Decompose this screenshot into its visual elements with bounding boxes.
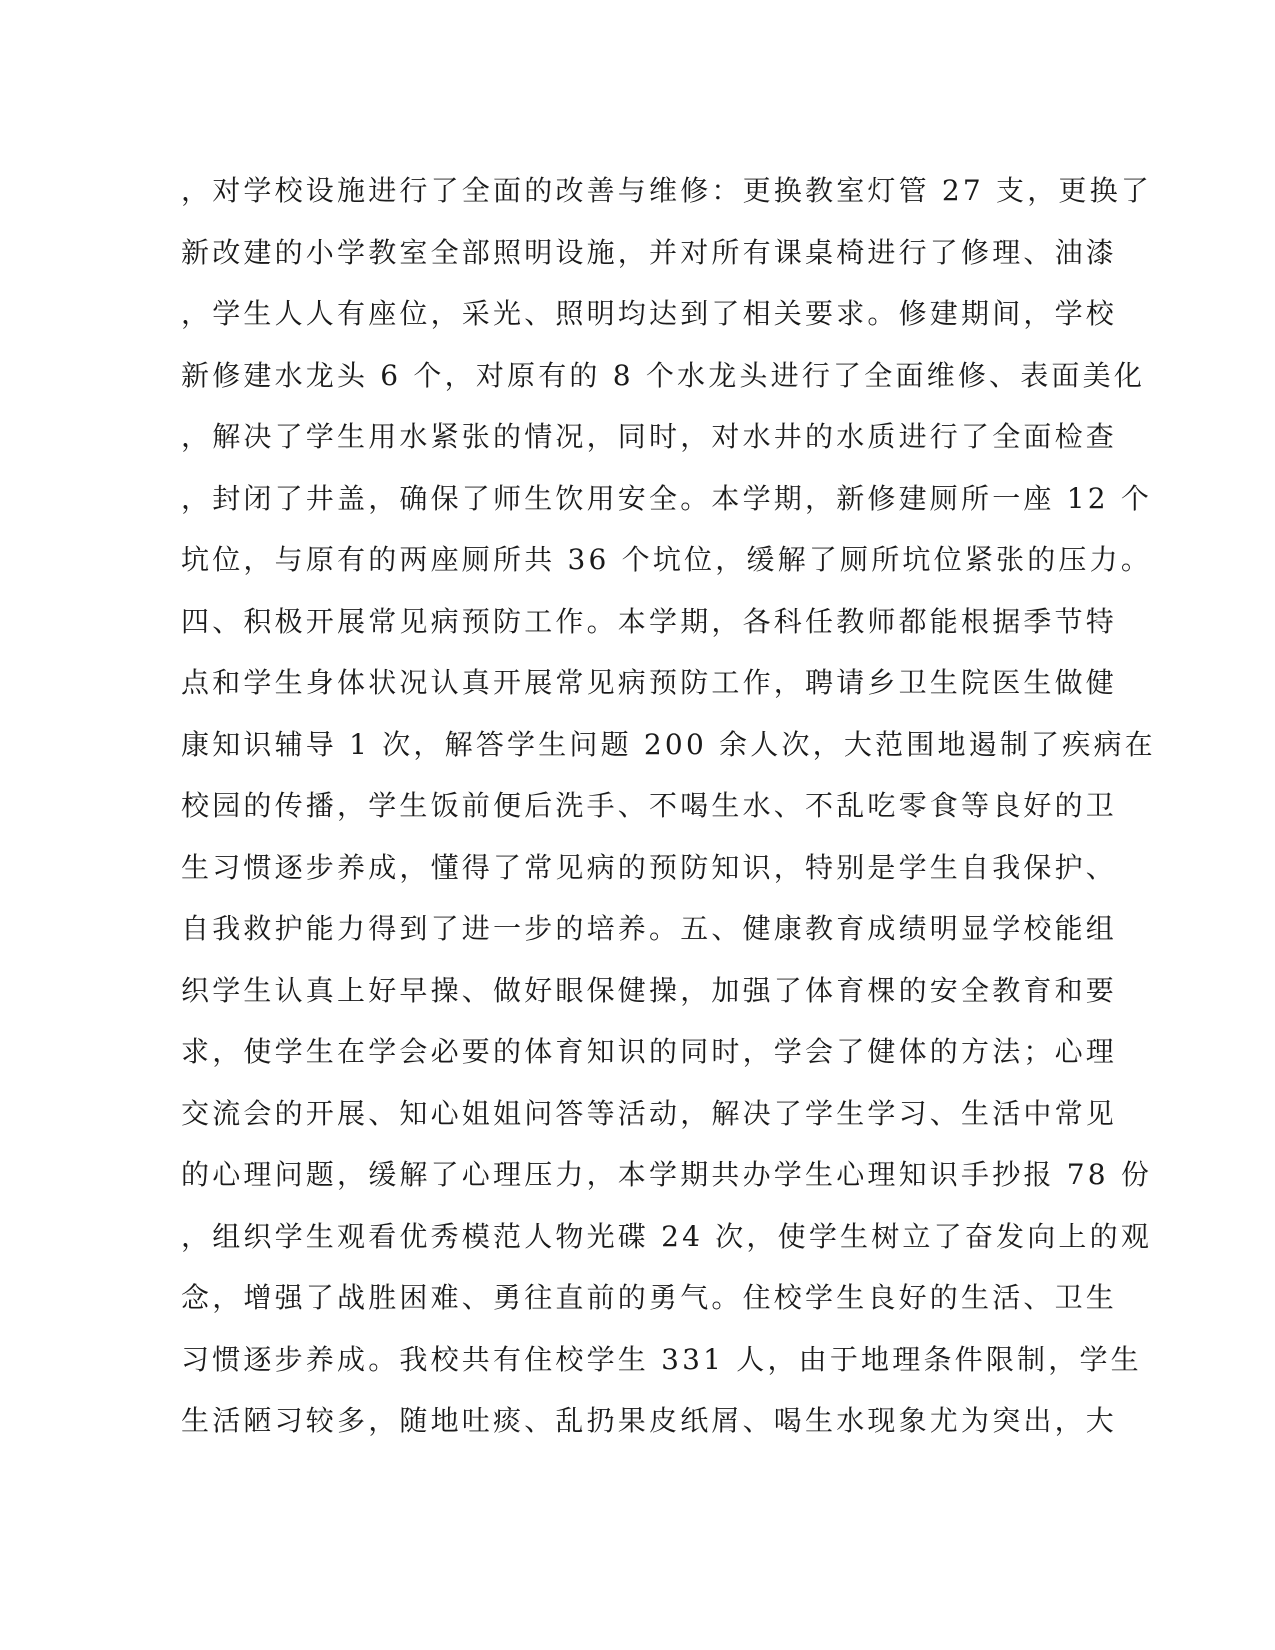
text-line-7: 坑位，与原有的两座厕所共 36 个坑位，缓解了厕所坑位紧张的压力。 [181,543,1153,576]
text-line-20: 习惯逐步养成。我校共有住校学生 331 人，由于地理条件限制，学生 [181,1342,1142,1376]
text-line-16: 交流会的开展、知心姐姐问答等活动，解决了学生学习、生活中常见 [181,1096,1118,1130]
text-line-5: ，解决了学生用水紧张的情况，同时，对水井的水质进行了全面检查 [181,420,1118,453]
text-line-12: 生习惯逐步养成，懂得了常见病的预防知识，特别是学生自我保护、 [181,850,1118,884]
text-line-21: 生活陋习较多，随地吐痰、乱扔果皮纸屑、喝生水现象尤为突出，大 [181,1404,1118,1437]
text-line-9: 点和学生身体状况认真开展常见病预防工作，聘请乡卫生院医生做健 [181,666,1118,699]
text-line-1: ，对学校设施进行了全面的改善与维修：更换教室灯管 27 支，更换了 [181,174,1153,207]
text-line-14: 织学生认真上好早操、做好眼保健操，加强了体育棵的安全教育和要 [181,973,1118,1007]
text-line-17: 的心理问题，缓解了心理压力，本学期共办学生心理知识手抄报 78 份 [181,1158,1153,1191]
text-line-3: ，学生人人有座位，采光、照明均达到了相关要求。修建期间，学校 [181,297,1118,330]
text-line-18: ，组织学生观看优秀模范人物光碟 24 次，使学生树立了奋发向上的观 [181,1219,1153,1253]
text-line-11: 校园的传播，学生饭前便后洗手、不喝生水、不乱吃零食等良好的卫 [181,789,1118,822]
text-line-2: 新改建的小学教室全部照明设施，并对所有课桌椅进行了修理、油漆 [181,235,1118,269]
text-line-19: 念，增强了战胜困难、勇往直前的勇气。住校学生良好的生活、卫生 [181,1281,1118,1314]
text-line-4: 新修建水龙头 6 个，对原有的 8 个水龙头进行了全面维修、表面美化 [181,358,1146,392]
text-line-6: ，封闭了井盖，确保了师生饮用安全。本学期，新修建厕所一座 12 个 [181,481,1153,515]
text-line-15: 求，使学生在学会必要的体育知识的同时，学会了健体的方法；心理 [181,1035,1118,1068]
text-line-13: 自我救护能力得到了进一步的培养。五、健康教育成绩明显学校能组 [181,912,1118,945]
text-line-8: 四、积极开展常见病预防工作。本学期，各科任教师都能根据季节特 [181,604,1118,638]
body-text [181,160,1156,1452]
text-line-10: 康知识辅导 1 次，解答学生问题 200 余人次，大范围地遏制了疾病在 [181,727,1156,761]
